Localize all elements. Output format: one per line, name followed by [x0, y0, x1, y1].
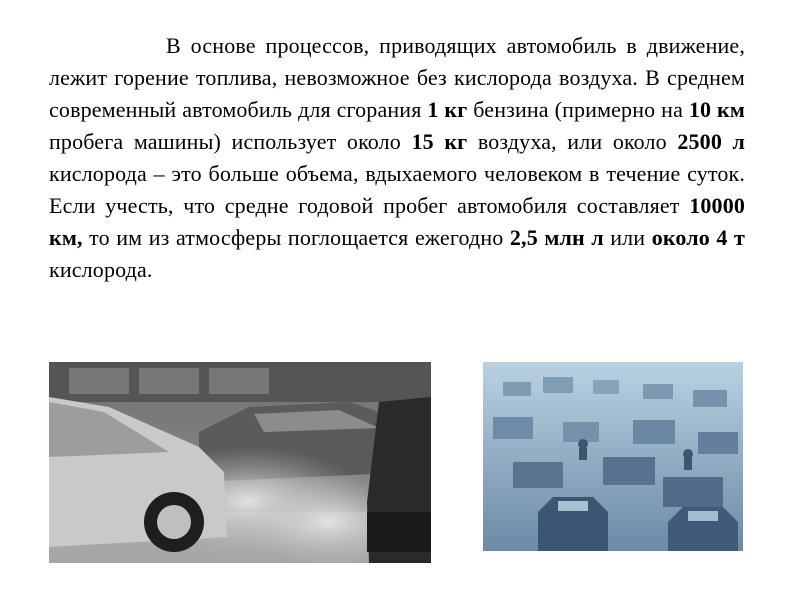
bold-value: 15 кг	[411, 129, 468, 154]
bold-value: 10000 км,	[49, 193, 745, 250]
body-text	[49, 30, 745, 286]
text-run: бензина (примерно на	[467, 97, 689, 122]
paragraph	[49, 30, 745, 286]
bold-value: 1 кг	[427, 97, 468, 122]
car-exhaust-photo	[49, 362, 431, 563]
bold-value: 2500 л	[677, 129, 746, 154]
smog-traffic-photo	[483, 362, 743, 551]
text-run: то им из атмосферы поглощается ежегодно	[82, 225, 510, 250]
text-run: пробега машины) использует около	[49, 129, 412, 154]
text-run: кислорода.	[49, 257, 153, 282]
text-run: или	[603, 225, 652, 250]
smog-traffic-illustration	[483, 362, 743, 551]
car-exhaust-illustration	[49, 362, 431, 563]
text-run: В основе процессов, приводящих автомобиль в движение, лежит горение топлива, невозможное без кислорода воздуха. В среднем современный автомобиль для сгорания	[49, 33, 745, 122]
text-run: кислорода – это больше объема, вдыхаемого человеком в течение суток. Если учесть, что средне годовой пробег автомобиля составляет	[49, 161, 745, 218]
bold-value: около 4 т	[651, 225, 745, 250]
bold-value: 10 км	[688, 97, 745, 122]
text-run: воздуха, или около	[467, 129, 678, 154]
bold-value: 2,5 млн л	[509, 225, 604, 250]
